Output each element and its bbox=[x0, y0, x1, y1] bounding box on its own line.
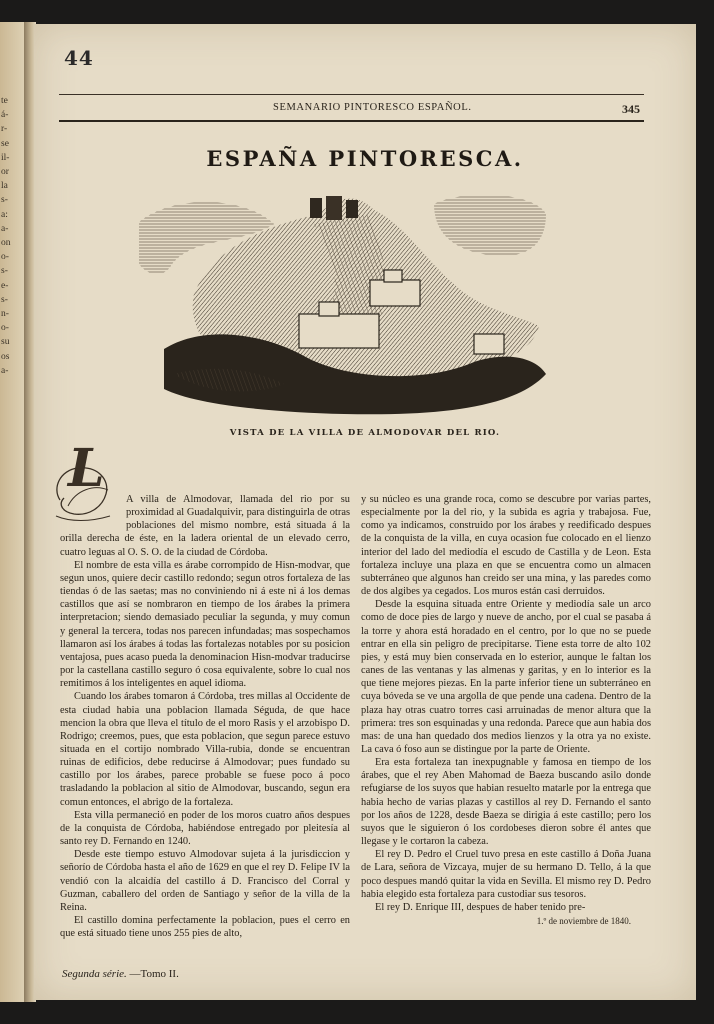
paragraph: Desde este tiempo estuvo Almodovar sujeta á la jurisdiccion y señorío de Córdoba hasta el año de 1629 en que el rey D. Felipe IV la vendió con la alcaidía del castillo á D. Francisco del Corral y Guzman, caballero del orden de Santiago y señor de la villa de la Reina. bbox=[60, 849, 350, 913]
adjacent-text-fragment: a- bbox=[1, 365, 9, 376]
adjacent-text-fragment: e- bbox=[1, 280, 9, 291]
paragraph: Desde la esquina situada entre Oriente y mediodía sale un arco como de doce pies de largo y nueve de ancho, por el cual se pasaba á la torre y ahora está horadado en el centro, por lo que no se puede entrar en ella sin peligro de precipitarse. Tiene esta torre de alto 102 pies, y está muy bien conservada en lo esterior, aunque le faltan los canes de las ventanas y las almenas y garitas, y en lo interior es la que tiene mejores piezas. En la parte inferior tiene un subterráneo en cuya bóveda se ve una argolla de que pende una cadena. Dentro de la plaza hay otras cuatro torres casi arruinadas de menor altura que la primera: tres son esquinadas y una redonda. Parece que aun habia dos mas: de una han quedado dos medios lienzos y la otra ya no existe. La cava ó foso aun se distingue por la parte de Oriente. bbox=[361, 599, 651, 755]
adjacent-text-fragment: on bbox=[1, 238, 11, 249]
paragraph: El rey D. Enrique III, despues de haber tenido pre- bbox=[375, 901, 586, 913]
adjacent-text-fragment: te bbox=[1, 96, 8, 106]
adjacent-text-fragment: á- bbox=[1, 110, 9, 121]
footer-tomo: —Tomo II. bbox=[129, 968, 179, 980]
paragraph: El rey D. Pedro el Cruel tuvo presa en este castillo á Doña Juana de Lara, señora de Vizcaya, mujer de su hermano D. Tello, á la que poco despues mandó quitar la vida en Sevilla. El mismo rey D. Pedro habia elegido esta fortaleza para custodiar sus tesoros. bbox=[361, 849, 651, 900]
illustration-caption: VISTA DE LA VILLA DE ALMODOVAR DEL RIO. bbox=[229, 428, 501, 438]
adjacent-text-fragment: s- bbox=[1, 266, 8, 277]
adjacent-text-fragment: o- bbox=[1, 252, 9, 263]
paragraph: Esta villa permaneció en poder de los moros cuatro años despues de la conquista de Córdoba, habiéndose entregado por pleitesía al santo rey D. Fernando en 1240. bbox=[60, 809, 350, 848]
adjacent-text-fragment: a- bbox=[1, 223, 9, 234]
paragraph: El nombre de esta villa es árabe corrompido de Hisn-modvar, que segun unos, quiere decir castillo redondo; segun otros fortaleza de las tiendas ó de las saetas; mas no conviniendo ni á este ni á los demas castillos que así se nombraron en tiempo de los árabes la primera interpretacion; siendo demasiado peculiar la segunda, y muy comun y general la tercera, todas nos parecen infundadas; mas sospechamos llamaron así los árabes á todas las fortalezas notables por su posicion ventajosa, pues acaso pueda la denominacion Hisn-modvar traducirse por la castellana castillo seguro ó cosa equivalente, sobre lo cual nos remitimos á los inteligentes en aquel idioma. bbox=[60, 559, 350, 690]
paragraph: Cuando los árabes tomaron á Córdoba, tres millas al Occidente de esta ciudad habia una poblacion llamada Séguda, de que hace mencion la obra que lleva el título de el moro Rasis y el arzobispo D. Rodrigo; creemos, pues, que esta poblacion, que segun parece estuvo situada en el cortijo nombrado Villa-rubia, donde se encuentran ruinas de edificios, debe reducirse á Almodovar; pues fundado su castillo por los árabes, parece probable se fuese poco á poco trasladando la poblacion al sitio de Almodovar, buscando, segun era comun entonces, el abrigo de la fortaleza. bbox=[60, 691, 350, 808]
adjacent-text-fragment: s- bbox=[1, 195, 8, 206]
paragraph: Era esta fortaleza tan inexpugnable y famosa en tiempo de los árabes, que el rey Aben Mahomad de Baeza buscando asilo donde refugiarse de los suyos que habian resuelto matarle por la entrega que habia hecho de varias plazas y castillos al rey D. Fernando el santo por los años de 1228, desde Baeza se dirigia á este castillo; pero los suyos que le siguieron ó los cordobeses dieron sobre él antes que llegase y le cortaron la cabeza. bbox=[361, 757, 651, 848]
adjacent-text-fragment: or bbox=[1, 167, 9, 178]
ornamental-initial bbox=[50, 438, 120, 522]
page-number: 345 bbox=[622, 102, 640, 116]
issue-date: 1.º de noviembre de 1840. bbox=[536, 916, 631, 926]
paragraph: A villa de Almodovar, llamada del rio por su proximidad al Guadalquivir, para distinguirla de otras poblaciones del mismo nombre, está situada á la orilla derecha de éste, en la ladera oriental de un elevado cerro, cuatro leguas al O. S. O. de la ciudad de Córdoba. bbox=[60, 494, 350, 558]
article-column-left bbox=[60, 438, 350, 940]
adjacent-page-edge bbox=[0, 22, 24, 1002]
running-head: SEMANARIO PINTORESCO ESPAÑOL. bbox=[273, 102, 472, 113]
newspaper-page bbox=[34, 24, 696, 1000]
adjacent-text-fragment: a: bbox=[1, 209, 8, 220]
page-footer bbox=[62, 968, 179, 980]
article-column-right bbox=[361, 493, 651, 928]
header-rule-bottom bbox=[59, 120, 644, 122]
paragraph: y su núcleo es una grande roca, como se descubre por varias partes, especialmente por la del rio, y la subida es agria y trabajosa. Fue, como ya indicamos, construido por los árabes y reedificado despues de la conquista de la villa, en cuya ocasion fue colocado en el lienzo interior del lado del mediodía el escudo de Castilla y de Leon. Esta fortaleza incluye una plaza en que se encuentra como un almacen subterráneo que algunos han creido ser una mina, y las paredes como de dos algibes ya cegados. Los muros están casi derruidos. bbox=[361, 494, 651, 598]
adjacent-text-fragment: su bbox=[1, 337, 10, 348]
adjacent-text-fragment: o- bbox=[1, 323, 9, 334]
footer-series: Segunda série. bbox=[62, 968, 127, 980]
adjacent-text-fragment: s- bbox=[1, 294, 8, 305]
dropcap-letter: L bbox=[68, 438, 105, 499]
header-rule-top bbox=[59, 94, 644, 95]
adjacent-text-fragment: la bbox=[1, 181, 8, 192]
paragraph: El castillo domina perfectamente la poblacion, pues el cerro en que está situado tiene unos 255 pies de alto, bbox=[60, 915, 350, 940]
adjacent-text-fragment: r- bbox=[1, 124, 8, 135]
section-title: ESPAÑA PINTORESCA. bbox=[206, 146, 524, 171]
adjacent-page-text bbox=[0, 22, 24, 378]
sheet-number: 44 bbox=[64, 46, 94, 70]
adjacent-text-fragment: n- bbox=[1, 309, 9, 320]
castle-engraving bbox=[134, 184, 549, 424]
adjacent-text-fragment: il- bbox=[1, 152, 10, 163]
adjacent-text-fragment: os bbox=[1, 351, 10, 362]
adjacent-text-fragment: se bbox=[1, 138, 9, 149]
